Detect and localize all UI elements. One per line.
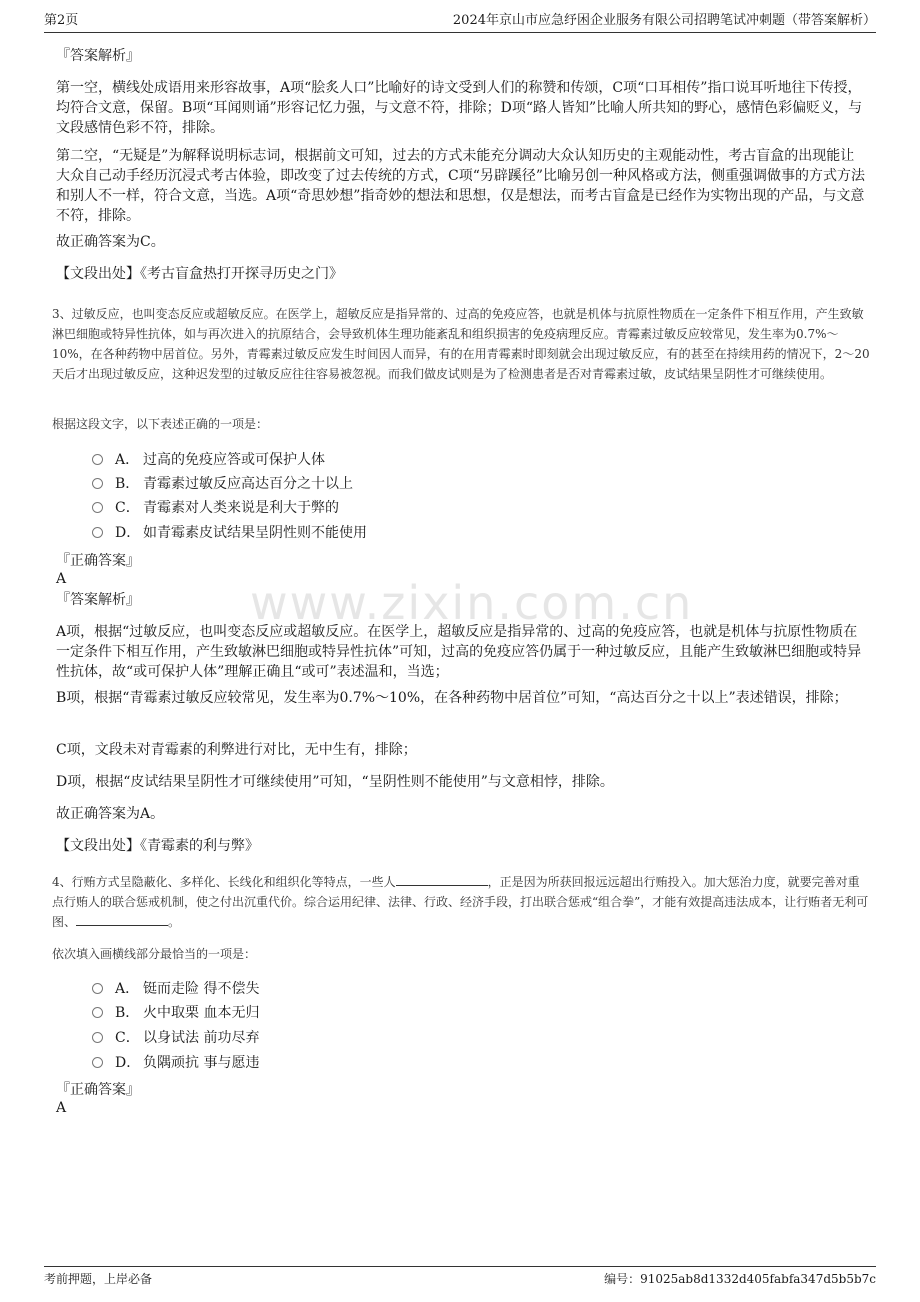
radio-icon[interactable] bbox=[92, 1057, 103, 1068]
analysis-paragraph: A项，根据“过敏反应，也叫变态反应或超敏反应。在医学上，超敏反应是指异常的、过高的免疫应答，也就是机体与抗原性物质在一定条件下相互作用，产生致敏淋巴细胞或特异性抗体”可知，过高的免疫应答仍属于一种过敏反应，且能产生致敏淋巴细胞或特异性抗体，故“或可保护人体”理解正确且“或可”表述温和，当选； bbox=[56, 624, 862, 680]
footer-slogan: 考前押题，上岸必备 bbox=[44, 1272, 153, 1286]
analysis-label: 『答案解析』 bbox=[56, 592, 140, 608]
option-b[interactable]: B． 青霉素过敏反应高达百分之十以上 bbox=[92, 474, 353, 494]
document-title: 2024年京山市应急纾困企业服务有限公司招聘笔试冲刺题（带答案解析） bbox=[452, 13, 876, 28]
option-d[interactable]: D． 如青霉素皮试结果呈阴性则不能使用 bbox=[92, 523, 367, 543]
option-d[interactable]: D． 负隅顽抗 事与愿违 bbox=[92, 1053, 259, 1073]
radio-icon[interactable] bbox=[92, 1032, 103, 1043]
source-citation: 【文段出处】《青霉素的利与弊》 bbox=[56, 838, 259, 854]
fill-blank-1 bbox=[396, 872, 488, 886]
fill-blank-2 bbox=[76, 912, 168, 926]
watermark: www.zixin.com.cn bbox=[250, 576, 694, 630]
answer-label: 『正确答案』 bbox=[56, 1082, 140, 1098]
analysis-paragraph: C项，文段未对青霉素的利弊进行对比，无中生有，排除； bbox=[56, 742, 417, 758]
option-b[interactable]: B． 火中取栗 血本无归 bbox=[92, 1003, 259, 1023]
radio-icon[interactable] bbox=[92, 527, 103, 538]
analysis-paragraph: 第一空，横线处成语用来形容故事，A项“脍炙人口”比喻好的诗文受到人们的称赞和传颂，C项“口耳相传”指口说耳听地往下传授，均符合文意，保留。B项“耳闻则诵”形容记忆力强，与文意不符，排除；D项“路人皆知”比喻人所共知的野心，感情色彩偏贬义，与文段感情色彩不符，排除。 bbox=[56, 80, 863, 136]
radio-icon[interactable] bbox=[92, 502, 103, 513]
document-id: 编号：91025ab8d1332d405fabfa347d5b5b7c bbox=[604, 1272, 876, 1286]
radio-icon[interactable] bbox=[92, 478, 103, 489]
radio-icon[interactable] bbox=[92, 983, 103, 994]
question-stem: 4、行贿方式呈隐蔽化、多样化、长线化和组织化等特点，一些人 ，正是因为所获回报远远超出行贿投入。加大惩治力度，就要完善对重点行贿人的联合惩戒机制，使之付出沉重代价。综合运用纪律、法律、行政、经济手段，打出联合惩戒“组合拳”，才能有效提高违法成本，让行贿者无利可图、 。 bbox=[52, 872, 870, 932]
option-a[interactable]: A． 铤而走险 得不偿失 bbox=[92, 979, 259, 999]
question-stem: 3、过敏反应，也叫变态反应或超敏反应。在医学上，超敏反应是指异常的、过高的免疫应答，也就是机体与抗原性物质在一定条件下相互作用，产生致敏淋巴细胞或特异性抗体，如与再次进入的抗原结合，会导致机体生理功能紊乱和组织损害的免疫病理反应。青霉素过敏反应较常见，发生率为0.7%～10%，在各种药物中居首位。另外，青霉素过敏反应发生时间因人而异，有的在用青霉素时即刻就会出现过敏反应，有的甚至在持续用药的情况下，2～20天后才出现过敏反应，这种迟发型的过敏反应往往容易被忽视。而我们做皮试则是为了检测患者是否对青霉素过敏，皮试结果呈阴性才可继续使用。 bbox=[52, 307, 870, 381]
answer-value: A bbox=[56, 571, 67, 587]
option-a[interactable]: A． 过高的免疫应答或可保护人体 bbox=[92, 450, 325, 470]
option-c[interactable]: C． 以身试法 前功尽弃 bbox=[92, 1028, 259, 1048]
option-c[interactable]: C． 青霉素对人类来说是利大于弊的 bbox=[92, 498, 339, 518]
answer-value: A bbox=[56, 1100, 67, 1116]
page-number: 第2页 bbox=[44, 13, 79, 28]
question-prompt: 依次填入画横线部分最恰当的一项是： bbox=[52, 947, 257, 961]
analysis-label: 『答案解析』 bbox=[56, 48, 140, 64]
analysis-paragraph: D项，根据“皮试结果呈阴性才可继续使用”可知，“呈阴性则不能使用”与文意相悖，排除。 bbox=[56, 774, 614, 790]
analysis-paragraph: 第二空，“无疑是”为解释说明标志词，根据前文可知，过去的方式未能充分调动大众认知历史的主观能动性，考古盲盒的出现能让大众自己动手经历沉浸式考古体验，即改变了过去传统的方式，C项“另辟蹊径”比喻另创一种风格或方法，侧重强调做事的方式方法和别人不一样，符合文意，当选。A项“奇思妙想”指奇妙的想法和思想，仅是想法，而考古盲盒是已经作为实物出现的产品，与文意不符，排除。 bbox=[56, 148, 866, 224]
analysis-paragraph: B项，根据“青霉素过敏反应较常见，发生率为0.7%～10%，在各种药物中居首位”可知，“高达百分之十以上”表述错误，排除； bbox=[56, 690, 848, 706]
radio-icon[interactable] bbox=[92, 1007, 103, 1018]
conclusion: 故正确答案为C。 bbox=[56, 234, 165, 250]
answer-label: 『正确答案』 bbox=[56, 553, 140, 569]
page-header bbox=[44, 10, 876, 33]
radio-icon[interactable] bbox=[92, 454, 103, 465]
page-footer bbox=[44, 1266, 876, 1289]
source-citation: 【文段出处】《考古盲盒热打开探寻历史之门》 bbox=[56, 266, 343, 282]
question-prompt: 根据这段文字，以下表述正确的一项是： bbox=[52, 417, 269, 431]
conclusion: 故正确答案为A。 bbox=[56, 806, 165, 822]
